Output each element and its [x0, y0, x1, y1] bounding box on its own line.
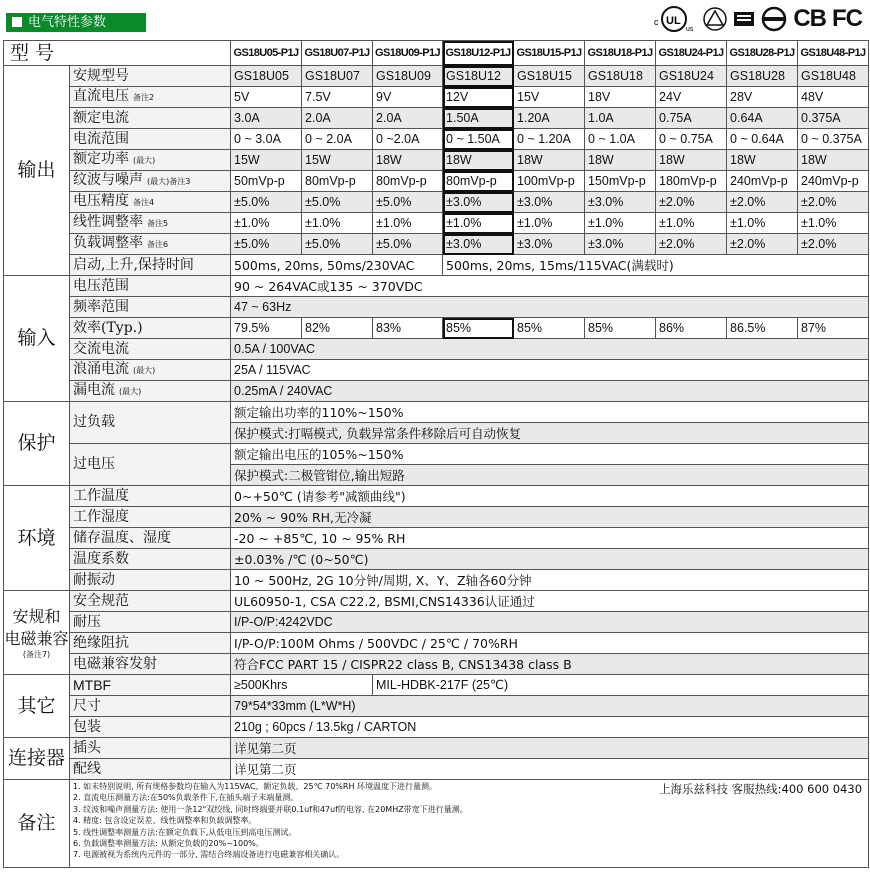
row-value: 保护模式:打嗝模式, 负载异常条件移除后可自动恢复 [231, 423, 869, 444]
spec-table [3, 40, 869, 868]
value-cell: ±2.0% [656, 234, 727, 255]
row-label-cell [70, 234, 231, 255]
remark-line: 2. 直流电压测量方法:在50%负载条件下,在插头端子末端量测。 [73, 793, 299, 803]
row-label-cell [70, 87, 231, 108]
value-cell-highlighted: 18W [443, 150, 514, 171]
value-cell: 1.0A [585, 108, 656, 129]
startup-value-230: 500ms, 20ms, 50ms/230VAC [231, 255, 443, 276]
row-note: 备注4 [133, 198, 155, 207]
environment-group-label: 环境 [4, 486, 70, 591]
value-cell: 18V [585, 87, 656, 108]
value-cell: 24V [656, 87, 727, 108]
row-label: 工作温度 [70, 486, 231, 507]
value-cell: 0 ~ 0.64A [727, 129, 798, 150]
row-label: 额定功率 [73, 151, 129, 167]
value-cell: 0.375A [798, 108, 869, 129]
value-cell: ±3.0% [585, 234, 656, 255]
row-label: 额定电流 [73, 109, 129, 126]
row-label: 电压精度 [73, 193, 129, 209]
value-cell: GS18U07 [302, 66, 373, 87]
ccc-mark-icon [761, 6, 787, 32]
value-cell: GS18U24 [656, 66, 727, 87]
value-cell-highlighted: ±3.0% [443, 192, 514, 213]
model-label: 型 号 [4, 41, 231, 66]
row-label-cell [70, 171, 231, 192]
value-cell: 0 ~ 0.375A [798, 129, 869, 150]
value-cell: 2.0A [302, 108, 373, 129]
output-row [4, 87, 869, 108]
row-label: 启动,上升,保持时间 [70, 255, 231, 276]
remark-line: 4. 精度: 包含设定误差、线性调整率和负载调整率。 [73, 816, 257, 826]
value-cell: 48V [798, 87, 869, 108]
row-label: 过负载 [70, 402, 231, 444]
value-cell: 18W [373, 150, 443, 171]
remarks-group-label: 备注 [4, 780, 70, 868]
remark-line: 6. 负载调整率测量方法: 从额定负载的20%~100%。 [73, 839, 264, 849]
value-cell-highlighted: 12V [443, 87, 514, 108]
row-value: 210g ; 60pcs / 13.5kg / CARTON [231, 717, 869, 738]
row-value: 0.5A / 100VAC [231, 339, 869, 360]
section-title [6, 13, 146, 32]
output-row [4, 234, 869, 255]
value-cell: 18W [798, 150, 869, 171]
eff-cell: 82% [302, 318, 373, 339]
value-cell: 3.0A [231, 108, 302, 129]
value-cell: GS18U18 [585, 66, 656, 87]
value-cell: ±1.0% [373, 213, 443, 234]
value-cell: 240mVp-p [727, 171, 798, 192]
row-label-cell [70, 213, 231, 234]
model-header-row [4, 41, 869, 66]
safety-row [4, 612, 869, 633]
row-label: 尺寸 [70, 696, 231, 717]
value-cell: ±5.0% [373, 192, 443, 213]
output-group-label: 输出 [4, 66, 70, 276]
row-label: 安全规范 [70, 591, 231, 612]
value-cell: 18W [656, 150, 727, 171]
value-cell: 7.5V [302, 87, 373, 108]
value-cell: 100mVp-p [514, 171, 585, 192]
fcc-logo-icon: FC [832, 5, 862, 32]
value-cell: 0 ~ 1.20A [514, 129, 585, 150]
row-label: 绝缘阻抗 [70, 633, 231, 654]
startup-row [4, 255, 869, 276]
plug-row [4, 738, 869, 759]
value-cell: ±2.0% [798, 192, 869, 213]
value-cell: GS18U09 [373, 66, 443, 87]
cert-us-text: us [686, 26, 694, 33]
value-cell: 9V [373, 87, 443, 108]
value-cell: GS18U05 [231, 66, 302, 87]
row-label: 插头 [70, 738, 231, 759]
row-label: 效率(Typ.) [70, 318, 231, 339]
remark-line: 5. 线性调整率测量方法:在额定负载下,从低电压到高电压测试。 [73, 827, 297, 837]
output-row [4, 129, 869, 150]
row-label: 耐压 [70, 612, 231, 633]
value-cell: 50mVp-p [231, 171, 302, 192]
eff-cell: 86.5% [727, 318, 798, 339]
row-value: 79*54*33mm (L*W*H) [231, 696, 869, 717]
remarks-cell [70, 780, 869, 868]
value-cell: ±5.0% [373, 234, 443, 255]
value-cell: 80mVp-p [302, 171, 373, 192]
remark-line: 3. 纹波和噪声测量方法: 使用一条12"双绞线, 同时终端要并联0.1uf和47uf的电容, 在20MHZ带宽下进行量测。 [73, 804, 468, 814]
output-row [4, 213, 869, 234]
row-label: MTBF [70, 675, 231, 696]
row-label-cell [70, 192, 231, 213]
row-value: 详见第二页 [231, 759, 869, 780]
output-row [4, 66, 869, 87]
env-row [4, 486, 869, 507]
row-label: 交流电流 [70, 339, 231, 360]
row-label-cell [70, 129, 231, 150]
value-cell: GS18U28 [727, 66, 798, 87]
eff-cell: 87% [798, 318, 869, 339]
row-value: 90 ~ 264VAC或135 ~ 370VDC [231, 276, 869, 297]
safety-row [4, 633, 869, 654]
row-value: 详见第二页 [231, 738, 869, 759]
row-label: 过电压 [70, 444, 231, 486]
cb-logo-icon: CB [793, 5, 826, 32]
value-cell: 15W [231, 150, 302, 171]
value-cell-highlighted: 80mVp-p [443, 171, 514, 192]
env-row [4, 549, 869, 570]
value-cell: ±5.0% [302, 234, 373, 255]
model-col: GS18U28-P1J [727, 41, 798, 66]
row-value: 符合FCC PART 15 / CISPR22 class B, CNS13438 class B [231, 654, 869, 675]
remark-line: 7. 电源被视为系统内元件的一部分, 需结合终端设备进行电磁兼容相关确认。 [73, 850, 345, 860]
value-cell: ±2.0% [727, 234, 798, 255]
safety-row [4, 591, 869, 612]
value-cell-highlighted: 1.50A [443, 108, 514, 129]
input-group-label: 输入 [4, 276, 70, 402]
bsmi-mark-icon [733, 6, 755, 32]
row-value: 0.25mA / 240VAC [231, 381, 869, 402]
model-col: GS18U09-P1J [373, 41, 443, 66]
value-cell: 0 ~ 3.0A [231, 129, 302, 150]
value-cell: ±1.0% [302, 213, 373, 234]
env-row [4, 528, 869, 549]
hotline-text: 上海乐兹科技 客服热线:400 600 0430 [659, 782, 863, 796]
row-value: -20 ~ +85℃, 10 ~ 95% RH [231, 528, 869, 549]
ac-current-row [4, 339, 869, 360]
row-note: (最大)备注3 [147, 177, 191, 186]
value-cell: 150mVp-p [585, 171, 656, 192]
protection-group-label: 保护 [4, 402, 70, 486]
row-label-cell [70, 108, 231, 129]
value-cell: ±5.0% [231, 192, 302, 213]
safety-group-line1: 安规和 [12, 606, 61, 626]
cul-us-logo-icon [651, 5, 697, 33]
packing-row [4, 717, 869, 738]
row-note: (最大) [133, 156, 156, 165]
row-label: 频率范围 [70, 297, 231, 318]
eff-cell: 85% [514, 318, 585, 339]
page-header [0, 0, 870, 40]
row-label: 纹波与噪声 [73, 172, 143, 188]
env-row [4, 570, 869, 591]
row-value: 额定输出功率的110%~150% [231, 402, 869, 423]
certification-logos [651, 4, 862, 34]
row-value: I/P-O/P:4242VDC [231, 612, 869, 633]
leakage-row [4, 381, 869, 402]
row-label: 耐振动 [70, 570, 231, 591]
row-label: 电压范围 [70, 276, 231, 297]
value-cell: 18W [727, 150, 798, 171]
cert-ul-text: UL [666, 15, 681, 27]
row-label: 储存温度、湿度 [70, 528, 231, 549]
row-label: 包装 [70, 717, 231, 738]
efficiency-row [4, 318, 869, 339]
value-cell-highlighted: ±1.0% [443, 213, 514, 234]
row-note: 备注5 [147, 219, 169, 228]
input-freq-row [4, 297, 869, 318]
row-value: 47 ~ 63Hz [231, 297, 869, 318]
row-label-cell [70, 360, 231, 381]
value-cell: ±2.0% [656, 192, 727, 213]
square-icon [12, 17, 22, 27]
mtbf-value: ≥500Khrs [231, 675, 373, 696]
value-cell: 15W [302, 150, 373, 171]
value-cell: ±1.0% [231, 213, 302, 234]
model-col: GS18U18-P1J [585, 41, 656, 66]
row-note: 备注2 [133, 93, 155, 102]
row-value: 25A / 115VAC [231, 360, 869, 381]
row-label: 安规型号 [73, 67, 129, 84]
row-label-cell [70, 150, 231, 171]
row-label: 浪涌电流 [73, 361, 129, 377]
value-cell: ±5.0% [302, 192, 373, 213]
row-note: 备注6 [147, 240, 169, 249]
model-col-highlighted: GS18U12-P1J [443, 41, 514, 66]
other-group-label: 其它 [4, 675, 70, 738]
value-cell: 0.64A [727, 108, 798, 129]
eff-cell: 83% [373, 318, 443, 339]
value-cell: 18W [585, 150, 656, 171]
size-row [4, 696, 869, 717]
cable-row [4, 759, 869, 780]
overvoltage-row-1 [4, 444, 869, 465]
env-row [4, 507, 869, 528]
value-cell: ±5.0% [231, 234, 302, 255]
value-cell: ±1.0% [514, 213, 585, 234]
output-row [4, 108, 869, 129]
remarks-row [4, 780, 869, 868]
model-col: GS18U07-P1J [302, 41, 373, 66]
row-label: 电磁兼容发射 [70, 654, 231, 675]
value-cell: ±3.0% [585, 192, 656, 213]
row-value: 额定输出电压的105%~150% [231, 444, 869, 465]
eff-cell: 86% [656, 318, 727, 339]
section-title-text: 电气特性参数 [28, 15, 107, 30]
value-cell: 0 ~ 1.0A [585, 129, 656, 150]
value-cell: ±1.0% [656, 213, 727, 234]
value-cell: ±2.0% [798, 234, 869, 255]
value-cell: 0 ~ 2.0A [302, 129, 373, 150]
value-cell: 28V [727, 87, 798, 108]
value-cell: 80mVp-p [373, 171, 443, 192]
value-cell-highlighted: ±3.0% [443, 234, 514, 255]
value-cell: ±1.0% [585, 213, 656, 234]
row-value: UL60950-1, CSA C22.2, BSMI,CNS14336认证通过 [231, 591, 869, 612]
row-label: 配线 [70, 759, 231, 780]
value-cell: 18W [514, 150, 585, 171]
safety-group-line2: 电磁兼容 [4, 628, 69, 648]
row-value: 10 ~ 500Hz, 2G 10分钟/周期, X、Y、Z轴各60分钟 [231, 570, 869, 591]
value-cell: 0.75A [656, 108, 727, 129]
mtbf-standard: MIL-HDBK-217F (25℃) [373, 675, 869, 696]
model-col: GS18U24-P1J [656, 41, 727, 66]
overload-row-1 [4, 402, 869, 423]
value-cell: 0 ~ 0.75A [656, 129, 727, 150]
value-cell: 180mVp-p [656, 171, 727, 192]
row-label: 直流电压 [73, 88, 129, 104]
cert-c-text: c [654, 17, 659, 27]
inrush-row [4, 360, 869, 381]
value-cell: ±3.0% [514, 234, 585, 255]
model-col: GS18U15-P1J [514, 41, 585, 66]
connector-group-label: 连接器 [4, 738, 70, 780]
value-cell: 1.20A [514, 108, 585, 129]
row-label: 温度系数 [70, 549, 231, 570]
row-note: (最大) [119, 387, 142, 396]
value-cell: GS18U15 [514, 66, 585, 87]
mtbf-row [4, 675, 869, 696]
row-label: 漏电流 [73, 382, 115, 398]
value-cell: GS18U48 [798, 66, 869, 87]
row-note: (最大) [133, 366, 156, 375]
safety-group-note: (备注7) [22, 649, 51, 659]
row-label: 工作湿度 [70, 507, 231, 528]
startup-value-115: 500ms, 20ms, 15ms/115VAC(满载时) [443, 255, 869, 276]
eff-cell: 79.5% [231, 318, 302, 339]
safety-group-label [4, 591, 70, 675]
value-cell: ±3.0% [514, 192, 585, 213]
row-label: 电流范围 [73, 130, 129, 147]
row-value: ±0.03% /℃ (0~50℃) [231, 549, 869, 570]
remark-line: 1. 如未特别说明, 所有规格参数均在输入为115VAC、额定负载、25℃ 70%RH 环境温度下进行量测。 [73, 782, 438, 791]
row-label: 负载调整率 [73, 235, 143, 251]
value-cell: ±2.0% [727, 192, 798, 213]
row-value: 保护模式:二极管钳位,输出短路 [231, 465, 869, 486]
value-cell: 15V [514, 87, 585, 108]
model-col: GS18U48-P1J [798, 41, 869, 66]
row-value: 20% ~ 90% RH,无冷凝 [231, 507, 869, 528]
value-cell: 2.0A [373, 108, 443, 129]
value-cell: ±1.0% [727, 213, 798, 234]
model-col: GS18U05-P1J [231, 41, 302, 66]
row-label: 线性调整率 [73, 214, 143, 230]
bsmi-triangle-icon [703, 6, 727, 32]
output-row [4, 150, 869, 171]
value-cell: 240mVp-p [798, 171, 869, 192]
input-voltage-row [4, 276, 869, 297]
row-label-cell [70, 381, 231, 402]
eff-cell-highlighted: 85% [443, 318, 514, 339]
value-cell-highlighted: GS18U12 [443, 66, 514, 87]
value-cell: ±1.0% [798, 213, 869, 234]
output-section [4, 66, 869, 276]
row-label-cell [70, 66, 231, 87]
value-cell-highlighted: 0 ~ 1.50A [443, 129, 514, 150]
value-cell: 0 ~2.0A [373, 129, 443, 150]
value-cell: 5V [231, 87, 302, 108]
row-value: 0~+50℃ (请参考"减额曲线") [231, 486, 869, 507]
safety-row [4, 654, 869, 675]
eff-cell: 85% [585, 318, 656, 339]
output-row [4, 171, 869, 192]
output-row [4, 192, 869, 213]
row-value: I/P-O/P:100M Ohms / 500VDC / 25℃ / 70%RH [231, 633, 869, 654]
